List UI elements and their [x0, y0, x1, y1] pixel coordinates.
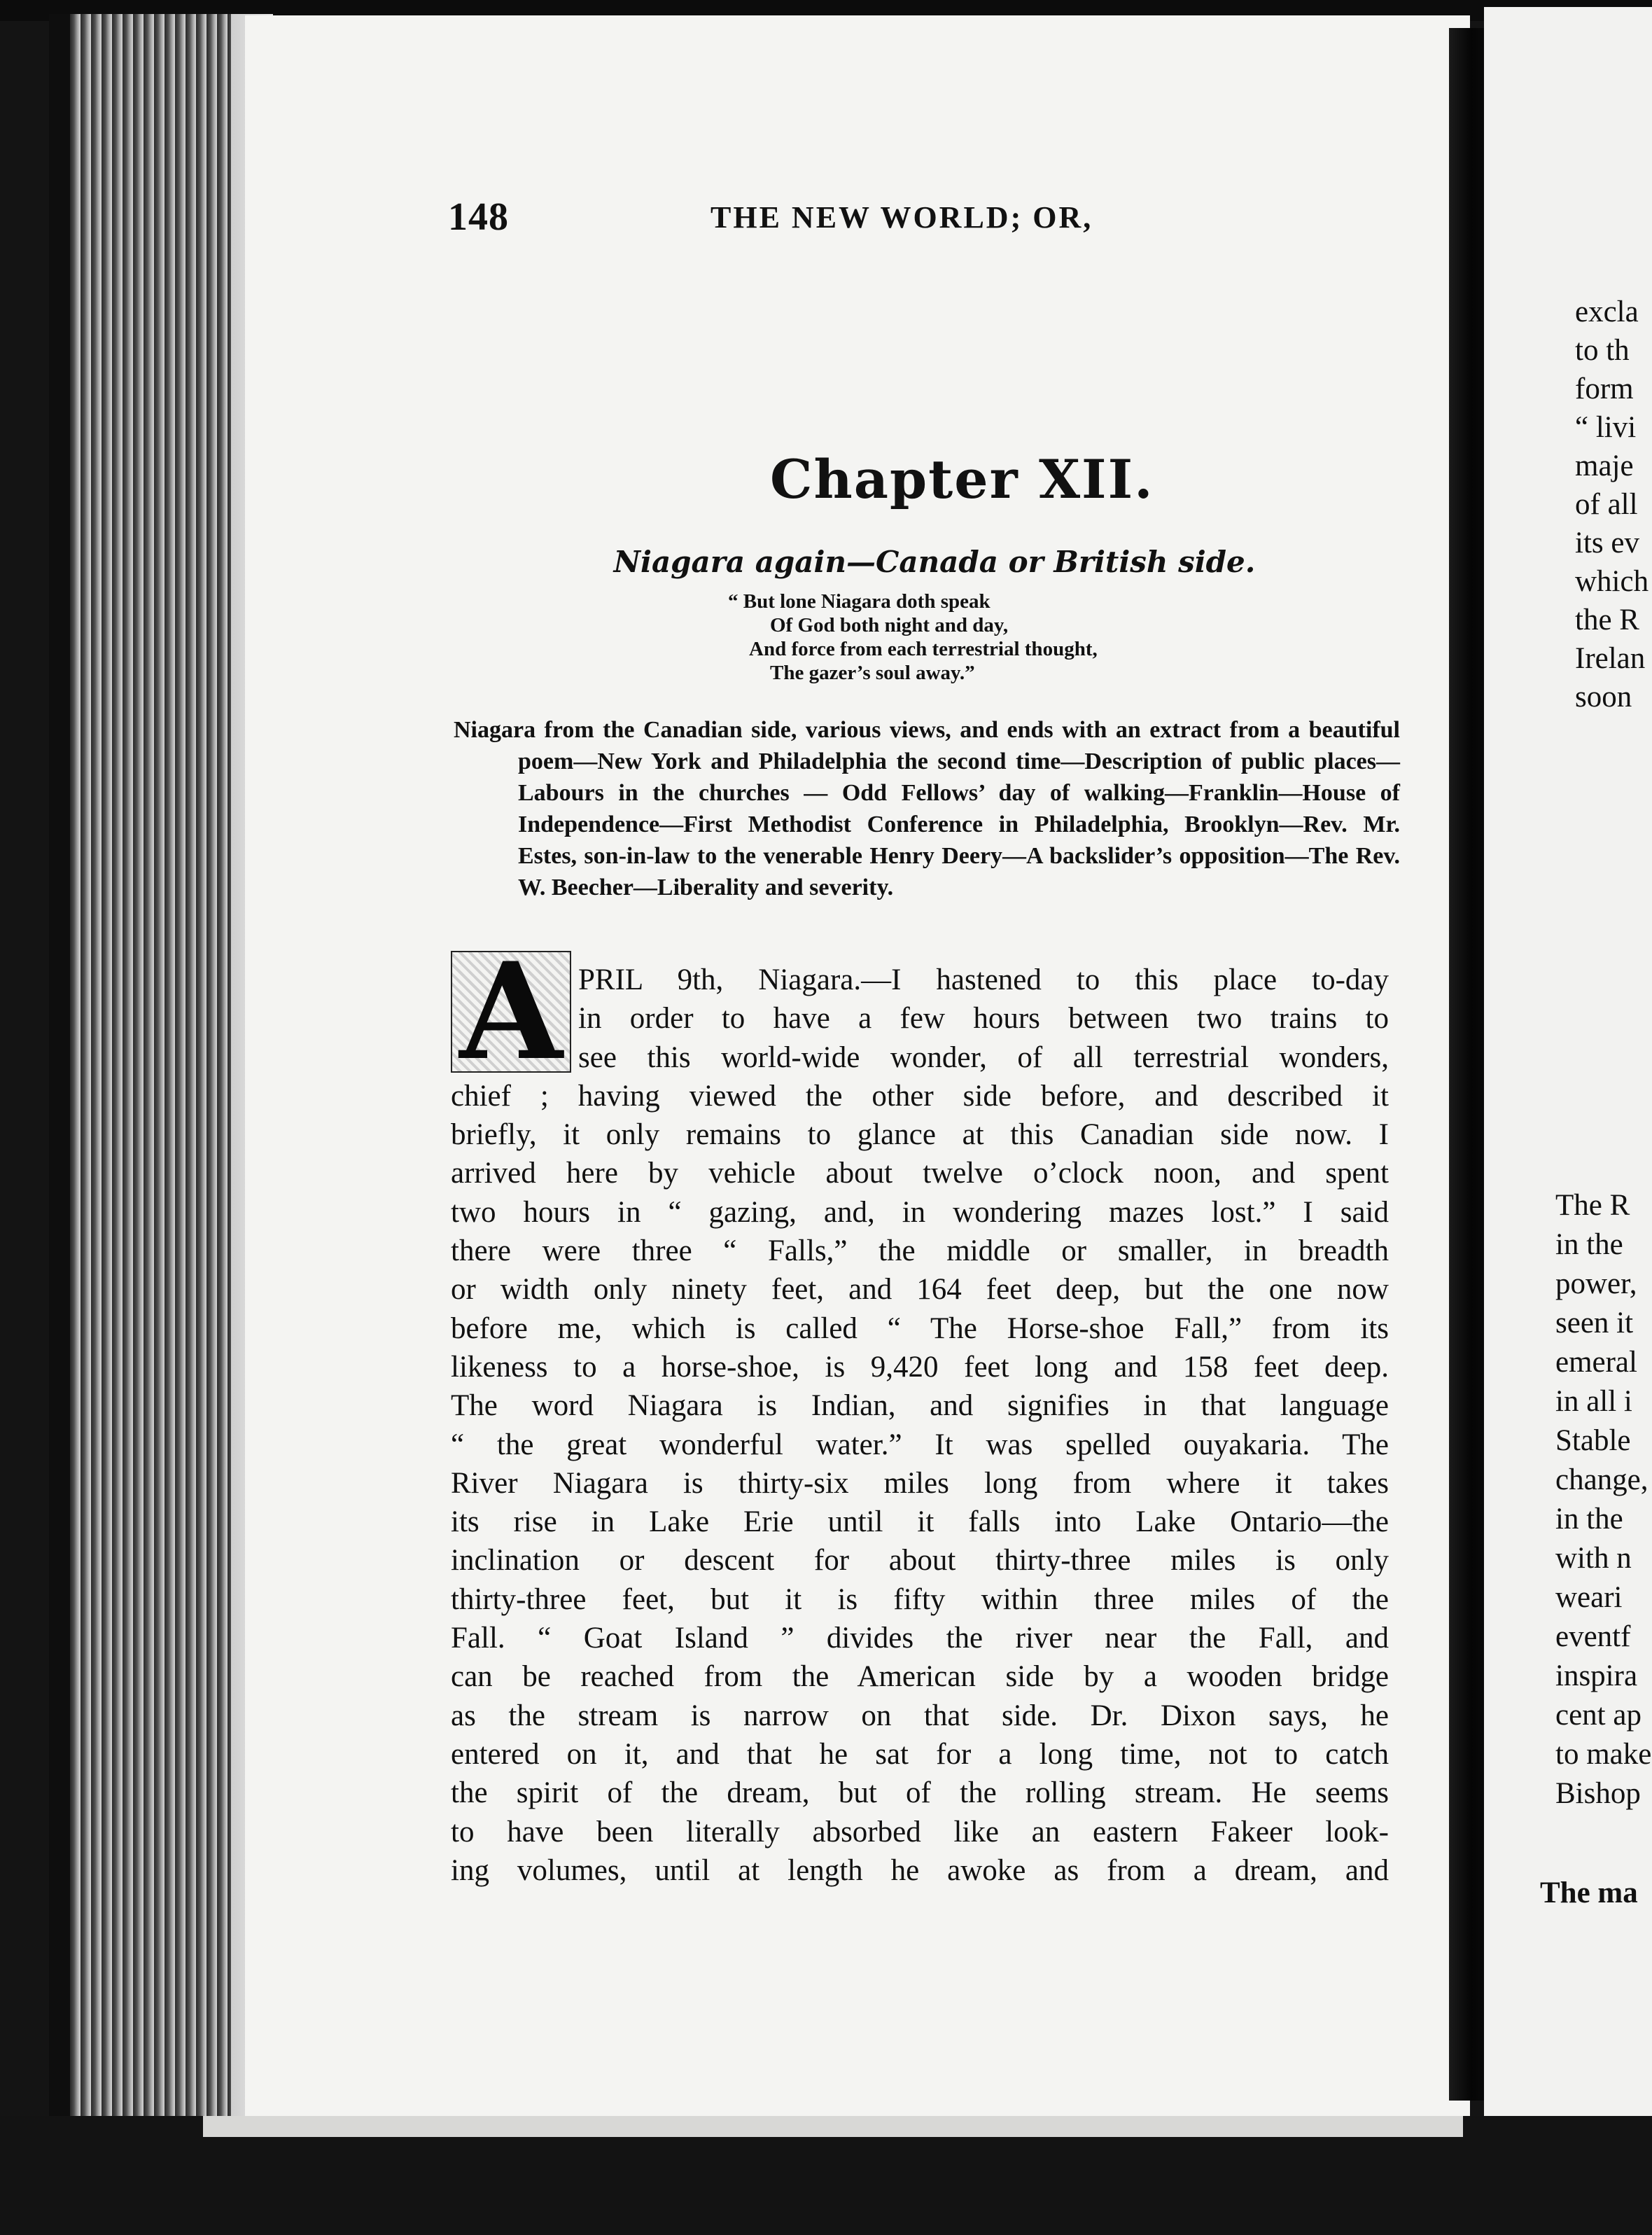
right-page-line-fragment: Bishop	[1555, 1777, 1641, 1810]
right-page-line-fragment: emeral	[1555, 1346, 1637, 1379]
epigraph-line: Of God both night and day,	[770, 614, 1009, 636]
right-page-line-fragment: to make	[1555, 1738, 1652, 1771]
right-page-line-fragment: which	[1575, 565, 1649, 598]
body-line: Fall. “ Goat Island ” divides the river near the Fall, and	[451, 1622, 1389, 1655]
body-line: likeness to a horse-shoe, is 9,420 feet long and 158 feet deep.	[451, 1350, 1389, 1384]
page-edges	[49, 14, 273, 2185]
right-page-line-fragment: inspira	[1555, 1659, 1638, 1692]
right-page-fragment-bottom: The ma	[1540, 1877, 1638, 1909]
right-page-line-fragment: eventf	[1555, 1620, 1631, 1653]
right-page-line-fragment: in the	[1555, 1503, 1623, 1536]
right-page-line-fragment: Stable	[1555, 1424, 1631, 1457]
page-number: 148	[448, 195, 509, 239]
body-line: arrived here by vehicle about twelve o’clock noon, and spent	[451, 1157, 1389, 1190]
right-page-line-fragment: form	[1575, 372, 1634, 405]
body-line: PRIL 9th, Niagara.—I hastened to this place to-day	[578, 963, 1389, 996]
drop-cap-letter: A	[451, 951, 571, 1073]
body-line: briefly, it only remains to glance at this Canadian side now. I	[451, 1118, 1389, 1152]
body-line: in order to have a few hours between two trains to	[578, 1002, 1389, 1036]
right-page-line-fragment: cent ap	[1555, 1699, 1642, 1732]
right-page-line-fragment: in the	[1555, 1228, 1623, 1261]
right-page-line-fragment: excla	[1575, 295, 1639, 328]
epigraph	[728, 590, 1098, 685]
right-page-line-fragment: its ev	[1575, 527, 1639, 559]
body-line: or width only ninety feet, and 164 feet deep, but the one now	[451, 1273, 1389, 1307]
right-page-line-fragment: change,	[1555, 1463, 1648, 1496]
right-page-fragments-top	[1575, 293, 1652, 716]
right-page-line-fragment: with n	[1555, 1542, 1632, 1575]
body-line: ing volumes, until at length he awoke as from a dream, and	[451, 1853, 1389, 1887]
right-page-line-fragment: The R	[1555, 1189, 1630, 1222]
right-page-line-fragment: of all	[1575, 488, 1638, 521]
right-page-line-fragment: seen it	[1555, 1307, 1634, 1339]
right-page-line-fragment: in all i	[1555, 1385, 1632, 1418]
bottom-edge	[0, 2116, 1652, 2235]
body-text	[451, 961, 1389, 1890]
running-title: THE NEW WORLD; OR,	[710, 200, 1093, 235]
body-line: can be reached from the American side by a wooden bridge	[451, 1660, 1389, 1694]
body-line: the spirit of the dream, but of the rolling stream. He seems	[451, 1776, 1389, 1810]
chapter-title: Chapter XII.	[770, 448, 1154, 510]
body-line: there were three “ Falls,” the middle or smaller, in breadth	[451, 1234, 1389, 1268]
right-page-line-fragment: the R	[1575, 604, 1639, 636]
body-line: its rise in Lake Erie until it falls into Lake Ontario—the	[451, 1505, 1389, 1539]
epigraph-line: “ But lone Niagara doth speak	[728, 590, 990, 613]
body-line: “ the great wonderful water.” It was spelled ouyakaria. The	[451, 1428, 1389, 1461]
right-page-line-fragment: Irelan	[1575, 642, 1646, 675]
right-page-line-fragment: maje	[1575, 450, 1634, 482]
page-bottom-band	[203, 2116, 1463, 2137]
body-line: entered on it, and that he sat for a long time, not to catch	[451, 1737, 1389, 1771]
body-line: chief ; having viewed the other side before, and described it	[451, 1079, 1389, 1113]
body-line: see this world-wide wonder, of all terrestrial wonders,	[578, 1040, 1389, 1074]
chapter-summary: Niagara from the Canadian side, various views, and ends with an extract from a beautiful poem—New York and Philadelphia the second time—Description of public places— Labours in the churches — Odd Fellows’ day of walking—Franklin—House of Independence—First Methodist Conference in Philadelphia, Brooklyn—Rev. Mr. Estes, son-in-law to the venerable Henry Deery—A backslider’s opposition—The Rev. W. Beecher—Liberality and severity.	[454, 717, 1400, 900]
chapter-subtitle: Niagara again—Canada or British side.	[613, 545, 1256, 579]
body-line: River Niagara is thirty-six miles long from where it takes	[451, 1466, 1389, 1500]
right-page-line-fragment: “ livi	[1575, 411, 1637, 444]
body-line: thirty-three feet, but it is fifty within three miles of the	[451, 1582, 1389, 1616]
right-page-line-fragment: weari	[1555, 1581, 1623, 1614]
body-line: as the stream is narrow on that side. Dr. Dixon says, he	[451, 1699, 1389, 1732]
epigraph-line: And force from each terrestrial thought,	[749, 638, 1098, 660]
right-page-line-fragment: to th	[1575, 334, 1630, 367]
body-line: to have been literally absorbed like an eastern Fakeer look-	[451, 1815, 1389, 1848]
epigraph-line: The gazer’s soul away.”	[770, 662, 975, 684]
body-line: inclination or descent for about thirty-three miles is only	[451, 1544, 1389, 1578]
right-page-fragments-middle	[1555, 1186, 1652, 1813]
body-line: The word Niagara is Indian, and signifies in that language	[451, 1389, 1389, 1423]
right-page-line-fragment: soon	[1575, 681, 1632, 713]
body-line: before me, which is called “ The Horse-shoe Fall,” from its	[451, 1311, 1389, 1345]
right-page-line-fragment: power,	[1555, 1267, 1637, 1300]
body-line: two hours in “ gazing, and, in wondering mazes lost.” I said	[451, 1195, 1389, 1229]
